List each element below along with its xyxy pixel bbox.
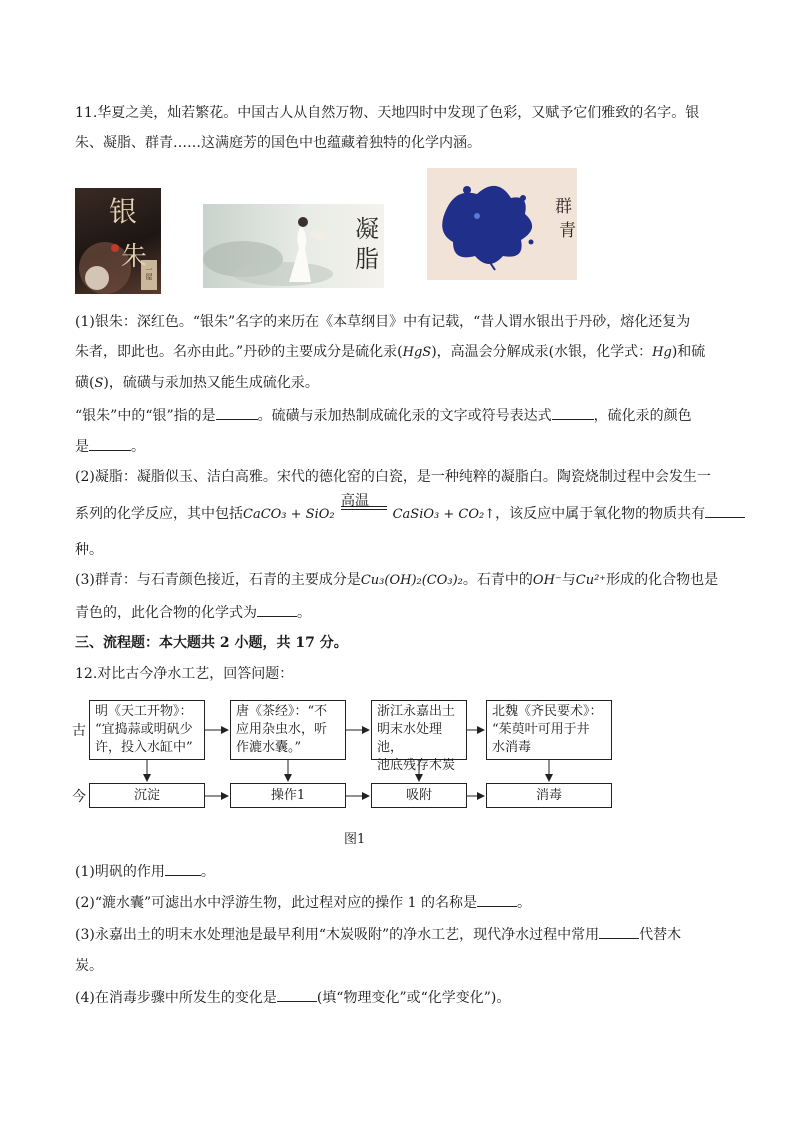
- q11-p1-text3a: 磺(: [75, 375, 95, 391]
- q11-p1-text2c: )和硫: [671, 344, 706, 360]
- yinzhu-char-zhu: 朱: [121, 242, 148, 272]
- q11-p1-text2a: 朱者，即此也。名亦由此。”丹砂的主要成分是硫化汞(: [75, 344, 403, 360]
- modern-box-disinfection: 消毒: [486, 783, 612, 808]
- ancient-box-qimin-l1: 北魏《齐民要术》：: [492, 704, 603, 719]
- q12-p3-text-a: (3)永嘉出土的明末水处理池是最早利用“木炭吸附”的净水工艺，现代净水过程中常用: [75, 927, 600, 943]
- q11-p1-text1: (1)银朱：深红色。“银朱”名字的来历在《本草纲目》中有记载，“昔人谓水银出于丹砂，熔化还复为: [75, 314, 691, 330]
- q12-p3-text-c: 炭。: [75, 958, 103, 974]
- modern-box-adsorption: 吸附: [371, 783, 467, 808]
- q12-p2-text-b: 。: [516, 895, 531, 911]
- ningzhi-char-ning: 凝: [355, 215, 379, 243]
- equation-products: CaSiO₃ + CO₂↑: [392, 507, 496, 522]
- row-label-modern: 今: [72, 789, 86, 805]
- q12-p2-text-a: (2)“漉水囊”可滤出水中浮游生物，此过程对应的操作 1 的名称是: [75, 895, 477, 911]
- q11-p2-text2a: 系列的化学反应，其中包括: [75, 506, 243, 522]
- q12-p4-text-a: (4)在消毒步骤中所发生的变化是: [75, 990, 277, 1006]
- q11-p3-text1c: 与: [561, 572, 576, 588]
- ancient-box-yongjia-l1: 浙江永嘉出土: [377, 704, 456, 719]
- yinzhu-char-yin: 银: [109, 195, 138, 228]
- q11-p3-text1d: 形成的化合物也是: [606, 572, 719, 588]
- q11-p1-text4c: ，硫化汞的颜色: [593, 408, 692, 424]
- modern-box-sedimentation: 沉淀: [89, 783, 205, 808]
- q11-p2-text1: (2)凝脂：凝脂似玉、洁白高雅。宋代的德化窑的白瓷，是一种纯粹的凝脂白。陶瓷烧制过程中会发生一: [75, 469, 711, 485]
- formula-hg: Hg: [652, 345, 672, 360]
- ancient-box-chajing-l1: 唐《茶经》：“不: [236, 704, 328, 719]
- q11-intro-text2: 朱、凝脂、群青……这满庭芳的国色中也蕴藏着独特的化学内涵。: [75, 135, 481, 151]
- formula-s: S: [94, 376, 104, 391]
- q12-intro: 12.对比古今净水工艺，回答问题：: [75, 666, 294, 682]
- modern-box-operation1: 操作1: [230, 783, 346, 808]
- q12-p3-line1: [75, 924, 725, 945]
- q12-p1-text-b: 。: [200, 864, 215, 880]
- q11-p1-text5b: 。: [131, 439, 145, 455]
- q12-p4: [75, 987, 725, 1008]
- answer-blank-change[interactable]: [277, 987, 317, 1002]
- ancient-box-chajing-l2: 应用杂虫水，听: [236, 722, 328, 737]
- yinzhu-caption: 一屋: [145, 266, 153, 280]
- formula-hgs: HgS: [402, 345, 432, 360]
- q11-p2-text3: 种。: [75, 542, 103, 558]
- ancient-box-qimin-l3: 水消毒: [492, 740, 532, 755]
- qunqing-char-qing: 青: [559, 221, 576, 241]
- q11-p1-text3b: )，硫磺与汞加热又能生成硫化汞。: [103, 375, 319, 391]
- section-title: 三、流程题：本大题共 2 小题，共 17 分。: [75, 635, 348, 651]
- qunqing-char-qun: 群: [555, 197, 572, 217]
- ancient-box-yongjia-l3: 池底残存木炭: [377, 758, 456, 773]
- reaction-condition-label: 高温: [341, 493, 369, 509]
- ancient-box-qimin-l2: “茱萸叶可用于井: [492, 722, 590, 737]
- q11-p3-text1a: (3)群青：与石青颜色接近，石青的主要成分是: [75, 572, 361, 588]
- q11-p3-text2b: 。: [297, 605, 311, 621]
- q12-p3-line2: [75, 956, 725, 976]
- formula-azurite: Cu₃(OH)₂(CO₃)₂: [360, 573, 463, 588]
- ancient-box-tiangong-l3: 许，投入水缸中”: [95, 740, 193, 755]
- answer-blank-alum[interactable]: [165, 861, 201, 876]
- q11-p3-text1b: 。石青中的: [462, 572, 533, 588]
- formula-hydroxide: OH⁻: [532, 573, 562, 588]
- ancient-box-chajing-l3: 作漉水囊。”: [236, 740, 302, 755]
- q11-p1-text4a: “银朱”中的“银”指的是: [75, 408, 216, 424]
- formula-copper-ion: Cu²⁺: [575, 573, 607, 588]
- answer-blank-substitute[interactable]: [599, 924, 639, 939]
- q12-p3-text-b: 代替木: [639, 927, 682, 943]
- ningzhi-char-zhi: 脂: [355, 245, 379, 273]
- q11-intro-text1: 11.华夏之美，灿若繁花。中国古人从自然万物、天地四时中发现了色彩，又赋予它们雅致的名字。银: [75, 105, 700, 121]
- q11-p2-text2b: ，该反应中属于氧化物的物质共有: [495, 506, 706, 522]
- ancient-box-tiangong-l2: “宜捣蒜或明矾少: [95, 722, 193, 737]
- q12-p1-text-a: (1)明矾的作用: [75, 864, 165, 880]
- q12-p1: [75, 861, 725, 882]
- q11-p1-text2b: )，高温会分解成汞(水银，化学式：: [431, 344, 653, 360]
- ancient-box-yongjia-l2: 明末水处理池，: [377, 722, 443, 755]
- row-label-ancient: 古: [72, 723, 86, 739]
- q11-p1-text4b: 。硫磺与汞加热制成硫化汞的文字或符号表达式: [257, 408, 552, 424]
- q12-p2: [75, 892, 725, 913]
- q12-p4-text-b: (填“物理变化”或“化学变化”)。: [316, 990, 511, 1006]
- q11-p3-text2a: 青色的，此化合物的化学式为: [75, 605, 257, 621]
- ancient-box-tiangong-l1: 明《天工开物》：: [95, 704, 193, 719]
- answer-blank-operation[interactable]: [477, 892, 517, 907]
- equation-reactants: CaCO₃ + SiO₂: [243, 507, 335, 522]
- q11-p1-text5a: 是: [75, 439, 89, 455]
- figure-caption: 图1: [344, 832, 366, 847]
